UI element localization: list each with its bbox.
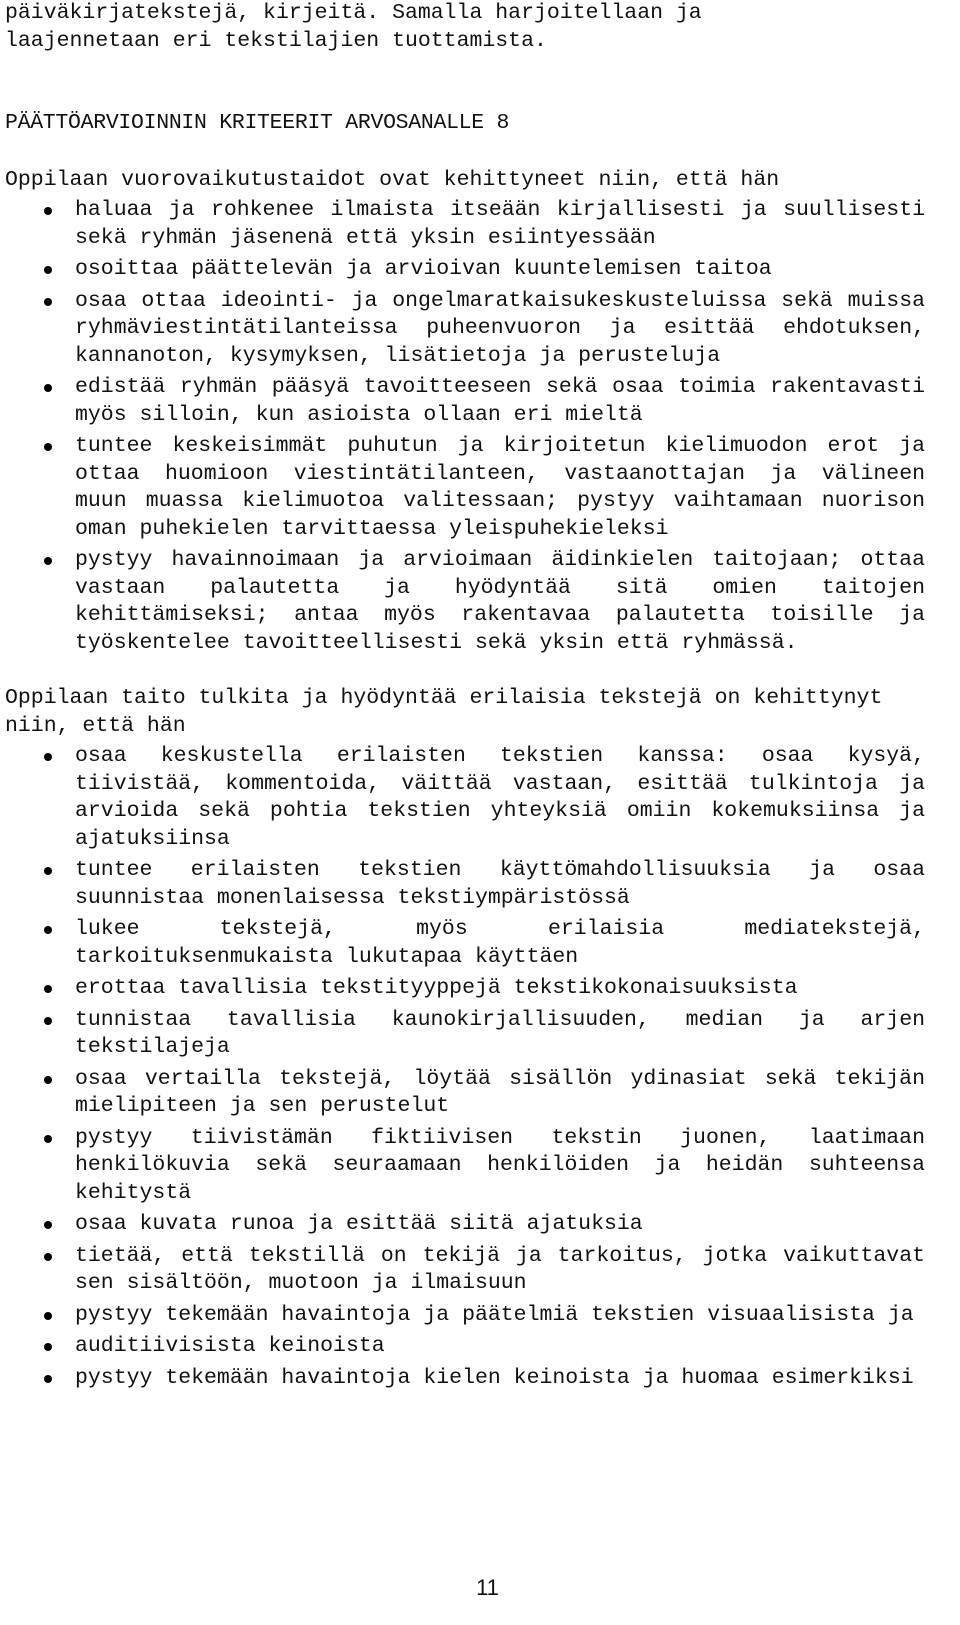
section1-criteria-list	[5, 197, 925, 657]
intro-line-2: laajennetaan eri tekstilajien tuottamista.	[5, 28, 547, 53]
bullet-icon	[44, 1312, 52, 1320]
list-item: erottaa tavallisia tekstityyppejä tekstikokonaisuuksista	[5, 975, 925, 1003]
list-item: auditiivisista keinoista	[5, 1333, 925, 1361]
bullet-icon	[44, 1221, 52, 1229]
bullet-icon	[44, 867, 52, 875]
bullet-icon	[44, 1135, 52, 1143]
bullet-icon	[44, 1343, 52, 1351]
bullet-icon	[44, 1076, 52, 1084]
bullet-icon	[44, 985, 52, 993]
list-item: pystyy tekemään havaintoja ja päätelmiä tekstien visuaalisista ja	[5, 1302, 925, 1330]
criteria-heading: PÄÄTTÖARVIOINNIN KRITEERIT ARVOSANALLE 8	[5, 111, 510, 135]
list-item: edistää ryhmän pääsyä tavoitteeseen sekä osaa toimia rakentavasti myös silloin, kun asioista ollaan eri mieltä	[5, 374, 925, 429]
section2-criteria-list	[5, 743, 925, 1392]
bullet-icon	[44, 384, 52, 392]
bullet-icon	[44, 753, 52, 761]
section1-lead: Oppilaan vuorovaikutustaidot ovat kehittyneet niin, että hän	[5, 167, 780, 192]
list-item: haluaa ja rohkenee ilmaista itseään kirjallisesti ja suullisesti sekä ryhmän jäsenenä että yksin esiintyessään	[5, 197, 925, 252]
bullet-icon	[44, 926, 52, 934]
list-item: tietää, että tekstillä on tekijä ja tarkoitus, jotka vaikuttavat sen sisältöön, muotoon ja ilmaisuun	[5, 1243, 925, 1298]
intro-paragraph	[5, 0, 925, 55]
list-item: tunnistaa tavallisia kaunokirjallisuuden, median ja arjen tekstilajeja	[5, 1007, 925, 1062]
bullet-icon	[44, 443, 52, 451]
list-item: lukee tekstejä, myös erilaisia mediatekstejä, tarkoituksenmukaista lukutapaa käyttäen	[5, 916, 925, 971]
list-item: tuntee erilaisten tekstien käyttömahdollisuuksia ja osaa suunnistaa monenlaisessa tekstiympäristössä	[5, 857, 925, 912]
list-item: osaa kuvata runoa ja esittää siitä ajatuksia	[5, 1211, 925, 1239]
bullet-icon	[44, 266, 52, 274]
list-item: pystyy tekemään havaintoja kielen keinoista ja huomaa esimerkiksi	[5, 1365, 925, 1393]
list-item: osaa ottaa ideointi- ja ongelmaratkaisukeskusteluissa sekä muissa ryhmäviestintätilanteissa puheenvuoron ja esittää ehdotuksen, kannanoton, kysymyksen, lisätietoja ja perusteluja	[5, 288, 925, 371]
list-item: tuntee keskeisimmät puhutun ja kirjoitetun kielimuodon erot ja ottaa huomioon viestintätilanteen, vastaanottajan ja välineen muun muassa kielimuotoa valitessaan; pystyy vaihtamaan nuorison oman puhekielen tarvittaessa yleispuhekieleksi	[5, 433, 925, 543]
bullet-icon	[44, 298, 52, 306]
section2-lead: Oppilaan taito tulkita ja hyödyntää erilaisia tekstejä on kehittynyt niin, että hän	[5, 686, 883, 738]
intro-line-1: päiväkirjatekstejä, kirjeitä. Samalla harjoitellaan ja	[5, 1, 702, 25]
bullet-icon	[44, 1017, 52, 1025]
bullet-icon	[44, 1375, 52, 1383]
document-page	[5, 0, 925, 1396]
bullet-icon	[44, 1253, 52, 1261]
bullet-icon	[44, 207, 52, 215]
list-item: pystyy havainnoimaan ja arvioimaan äidinkielen taitojaan; ottaa vastaan palautetta ja hyödyntää sitä omien taitojen kehittämiseksi; antaa myös rakentavaa palautetta toisille ja työskentelee tavoitteellisesti sekä yksin että ryhmässä.	[5, 547, 925, 657]
bullet-icon	[44, 557, 52, 565]
list-item: osaa vertailla tekstejä, löytää sisällön ydinasiat sekä tekijän mielipiteen ja sen perustelut	[5, 1066, 925, 1121]
page-number: 11	[476, 1575, 499, 1600]
list-item: pystyy tiivistämän fiktiivisen tekstin juonen, laatimaan henkilökuvia sekä seuraamaan henkilöiden ja heidän suhteensa kehitystä	[5, 1125, 925, 1208]
list-item: osaa keskustella erilaisten tekstien kanssa: osaa kysyä, tiivistää, kommentoida, väittää vastaan, esittää tulkintoja ja arvioida sekä pohtia tekstien yhteyksiä omiin kokemuksiinsa ja ajatuksiinsa	[5, 743, 925, 853]
list-item: osoittaa päättelevän ja arvioivan kuuntelemisen taitoa	[5, 256, 925, 284]
